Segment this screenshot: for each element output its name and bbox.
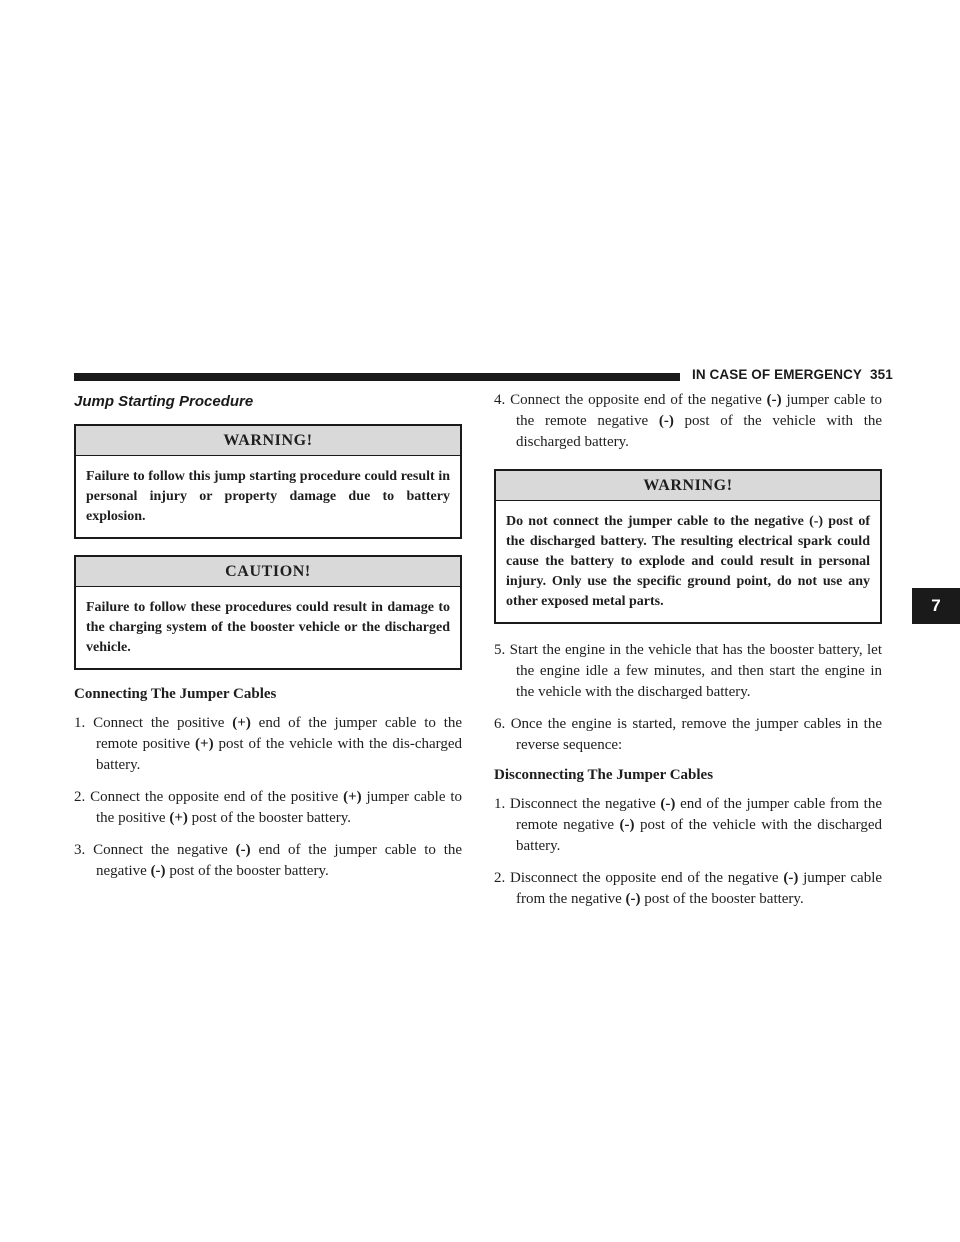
warning-heading-2: WARNING! bbox=[496, 471, 880, 501]
caution-heading: CAUTION! bbox=[76, 557, 460, 587]
caution-box bbox=[74, 555, 462, 670]
warning-heading: WARNING! bbox=[76, 426, 460, 456]
caution-text: Failure to follow these procedures could result in damage to the charging system of the booster vehicle or the discharged vehicle. bbox=[86, 600, 450, 655]
chapter-tab: 7 bbox=[912, 588, 960, 624]
page-number: 351 bbox=[870, 367, 893, 382]
disconnect-step-1: 1. Disconnect the negative (-) end of the jumper cable from the remote negative (-) post of the vehicle with the discharged battery. bbox=[494, 796, 883, 854]
running-header bbox=[692, 367, 893, 382]
connect-step-1: 1. Connect the positive (+) end of the jumper cable to the remote positive (+) post of the vehicle with the dis-charged battery. bbox=[74, 715, 463, 773]
section-title: Jump Starting Procedure bbox=[74, 393, 254, 410]
disconnecting-heading: Disconnecting The Jumper Cables bbox=[494, 767, 714, 783]
step-6: 6. Once the engine is started, remove the jumper cables in the reverse sequence: bbox=[494, 716, 882, 753]
disconnect-step-2: 2. Disconnect the opposite end of the negative (-) jumper cable from the negative (-) post of the booster battery. bbox=[494, 870, 883, 907]
connect-step-3: 3. Connect the negative (-) end of the jumper cable to the negative (-) post of the booster battery. bbox=[74, 842, 463, 879]
left-column bbox=[74, 390, 462, 893]
connect-step-4: 4. Connect the opposite end of the negative (-) jumper cable to the remote negative (-) post of the vehicle with the discharged battery. bbox=[494, 392, 883, 450]
warning-text: Failure to follow this jump starting procedure could result in personal injury or property damage due to battery explosion. bbox=[86, 469, 450, 524]
connect-step-2: 2. Connect the opposite end of the positive (+) jumper cable to the positive (+) post of the booster battery. bbox=[74, 789, 462, 826]
warning-box bbox=[74, 424, 462, 539]
step-5: 5. Start the engine in the vehicle that has the booster battery, let the engine idle a few minutes, and then start the engine in the vehicle with the discharged battery. bbox=[494, 642, 883, 700]
right-column bbox=[494, 390, 882, 921]
connecting-heading: Connecting The Jumper Cables bbox=[74, 686, 277, 702]
section-name: IN CASE OF EMERGENCY bbox=[692, 367, 863, 382]
warning-text-2: Do not connect the jumper cable to the negative (-) post of the discharged battery. The resulting electrical spark could cause the battery to explode and could result in personal injury. Only use the specific ground point, do not use any other exposed metal parts. bbox=[506, 514, 870, 609]
warning-box-2 bbox=[494, 469, 882, 624]
header-rule bbox=[74, 373, 680, 381]
